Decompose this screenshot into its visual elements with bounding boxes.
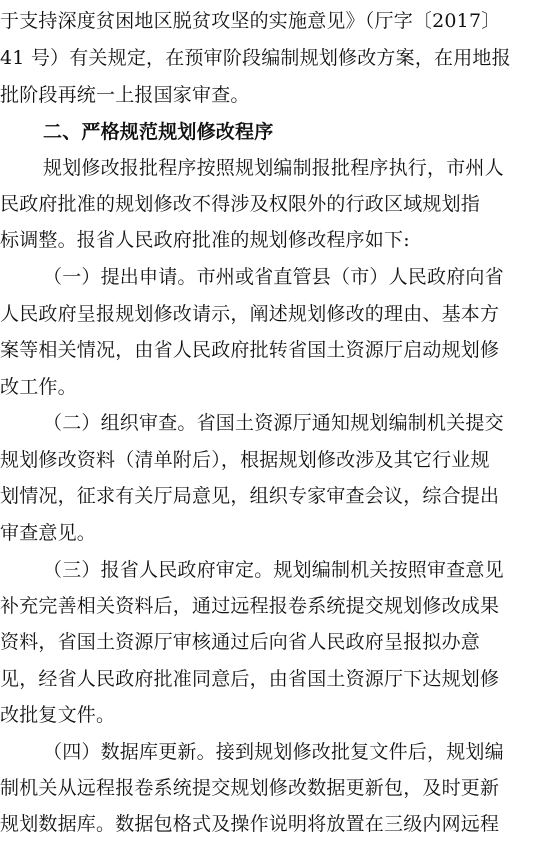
text-line-5: 规划修改报批程序按照规划编制报批程序执行，市州人: [43, 157, 504, 179]
text-line-11: 改工作。: [0, 376, 77, 398]
text-line-3: 批阶段再统一上报国家审查。: [0, 84, 250, 106]
text-line-9: 人民政府呈报规划修改请示，阐述规划修改的理由、基本方: [0, 303, 500, 325]
text-line-7: 标调整。报省人民政府批准的规划修改程序如下:: [0, 229, 410, 251]
section-heading: 二、严格规范规划修改程序: [43, 121, 274, 143]
text-line-12: （二）组织审查。省国土资源厅通知规划编制机关提交: [43, 412, 504, 434]
text-line-16: （三）报省人民政府审定。规划编制机关按照审查意见: [43, 559, 504, 581]
text-line-1: 于支持深度贫困地区脱贫攻坚的实施意见》（厅字〔2017〕: [0, 10, 501, 32]
text-line-2: 41 号）有关规定，在预审阶段编制规划修改方案，在用地报: [0, 47, 511, 69]
text-line-22: 制机关从远程报卷系统提交规划修改数据更新包，及时更新: [0, 777, 500, 799]
text-line-10: 案等相关情况，由省人民政府批转省国土资源厅启动规划修: [0, 339, 500, 361]
text-line-21: （四）数据库更新。接到规划修改批复文件后，规划编: [43, 741, 504, 763]
text-line-19: 见，经省人民政府批准同意后，由省国土资源厅下达规划修: [0, 668, 500, 690]
text-line-14: 划情况，征求有关厅局意见，组织专家审查会议，综合提出: [0, 485, 500, 507]
text-line-18: 资料，省国土资源厅审核通过后向省人民政府呈报拟办意: [0, 631, 481, 653]
text-line-17: 补充完善相关资料后，通过远程报卷系统提交规划修改成果: [0, 595, 500, 617]
text-line-8: （一）提出申请。市州或省直管县（市）人民政府向省: [43, 266, 504, 288]
text-line-23: 规划数据库。数据包格式及操作说明将放置在三级内网远程: [0, 813, 500, 835]
text-line-13: 规划修改资料（清单附后），根据规划修改涉及其它行业规: [0, 449, 490, 471]
text-line-6: 民政府批准的规划修改不得涉及权限外的行政区域规划指: [0, 193, 481, 215]
text-line-20: 改批复文件。: [0, 704, 116, 726]
text-line-15: 审查意见。: [0, 522, 97, 544]
